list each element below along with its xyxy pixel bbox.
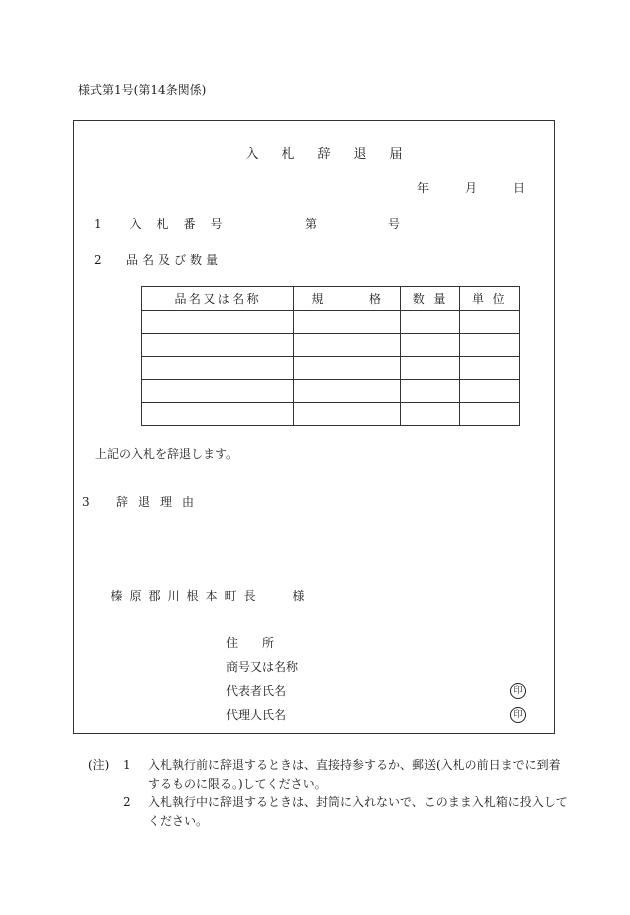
representative-label: 代表者氏名 — [226, 684, 287, 698]
table-cell[interactable] — [460, 357, 520, 380]
section1-char: 号 — [210, 217, 223, 231]
table-cell[interactable] — [294, 380, 401, 403]
table-cell[interactable] — [401, 334, 460, 357]
section2-char: 量 — [205, 253, 218, 267]
table-cell[interactable] — [401, 357, 460, 380]
note-index: 2 — [123, 795, 131, 810]
section2-char: 名 — [141, 253, 154, 267]
table-cell[interactable] — [460, 311, 520, 334]
note-item — [88, 793, 568, 830]
table-cell[interactable] — [142, 380, 294, 403]
table-cell[interactable] — [460, 403, 520, 426]
seal-icon: 印 — [510, 707, 526, 723]
addressee-char: 川 — [167, 589, 180, 603]
note-item — [88, 756, 568, 793]
table-cell[interactable] — [294, 403, 401, 426]
table-header-row — [142, 287, 520, 311]
section3-char: 理 — [159, 495, 172, 509]
section2-char: 及 — [157, 253, 170, 267]
addressee-char: 長 — [243, 589, 256, 603]
addressee-char: 根 — [186, 589, 199, 603]
section1-char: 番 — [183, 217, 196, 231]
title-char: 札 — [281, 147, 295, 162]
section1-char: 札 — [156, 217, 169, 231]
month-label: 月 — [465, 181, 478, 195]
title-char: 退 — [353, 147, 367, 162]
addressee-honorific: 様 — [292, 589, 305, 603]
section2-char: 数 — [189, 253, 202, 267]
note-text: 入札執行前に辞退するときは、直接持参するか、郵送(入札の前日までに到着するものに限る。)してください。 — [148, 758, 561, 791]
bid-number-suffix: 号 — [388, 217, 401, 231]
form-number-label: 様式第1号(第14条関係) — [78, 83, 207, 97]
table-cell[interactable] — [401, 403, 460, 426]
addressee-char: 郡 — [148, 589, 161, 603]
table-cell[interactable] — [460, 334, 520, 357]
header-item-name: 品名又は名称 — [142, 287, 294, 311]
withdrawal-statement: 上記の入札を辞退します。 — [95, 447, 239, 461]
table-cell[interactable] — [401, 380, 460, 403]
table-row — [142, 311, 520, 334]
section2-number: 2 — [94, 253, 102, 267]
note-index: 1 — [123, 758, 131, 772]
items-table — [141, 286, 520, 426]
table-cell[interactable] — [142, 357, 294, 380]
year-label: 年 — [417, 181, 430, 195]
section2-char: 品 — [125, 253, 138, 267]
title-char: 辞 — [317, 147, 331, 162]
addressee — [107, 590, 308, 602]
section1-number: 1 — [94, 217, 102, 231]
section3-label — [111, 496, 199, 508]
table-row — [142, 334, 520, 357]
notes-mark: (注) — [88, 758, 110, 772]
header-spec: 規 格 — [294, 287, 401, 311]
addressee-char: 本 — [205, 589, 218, 603]
table-cell[interactable] — [294, 311, 401, 334]
header-unit: 単 位 — [460, 287, 520, 311]
company-label: 商号又は名称 — [226, 660, 299, 674]
table-row — [142, 357, 520, 380]
address-label: 住 所 — [226, 636, 275, 650]
representative-line — [226, 684, 526, 698]
date-line — [417, 182, 561, 194]
table-row — [142, 403, 520, 426]
table-cell[interactable] — [294, 357, 401, 380]
address-line — [226, 636, 526, 650]
company-line — [226, 660, 526, 674]
document-title — [234, 148, 414, 161]
table-cell[interactable] — [401, 311, 460, 334]
day-label: 日 — [513, 181, 526, 195]
bid-number-prefix: 第 — [305, 217, 318, 231]
table-cell[interactable] — [142, 403, 294, 426]
table-cell[interactable] — [142, 334, 294, 357]
table-cell[interactable] — [294, 334, 401, 357]
section3-char: 辞 — [115, 495, 128, 509]
agent-label: 代理人氏名 — [226, 708, 287, 722]
addressee-char: 原 — [129, 589, 142, 603]
section2-label — [124, 254, 220, 266]
addressee-char: 榛 — [110, 589, 123, 603]
title-char: 入 — [245, 147, 259, 162]
addressee-char: 町 — [224, 589, 237, 603]
section3-number: 3 — [82, 495, 90, 509]
seal-icon: 印 — [510, 683, 526, 699]
title-char: 届 — [389, 147, 403, 162]
notes-section — [88, 756, 568, 830]
section3-char: 由 — [181, 495, 194, 509]
agent-line — [226, 708, 526, 722]
table-row — [142, 380, 520, 403]
section1-char: 入 — [129, 217, 142, 231]
section2-char: び — [173, 253, 186, 267]
header-quantity: 数 量 — [401, 287, 460, 311]
note-text: 入札執行中に辞退するときは、封筒に入れないで、このまま入札箱に投入してください。 — [148, 795, 568, 828]
table-cell[interactable] — [460, 380, 520, 403]
section3-char: 退 — [137, 495, 150, 509]
table-cell[interactable] — [142, 311, 294, 334]
section1-label — [122, 218, 230, 230]
